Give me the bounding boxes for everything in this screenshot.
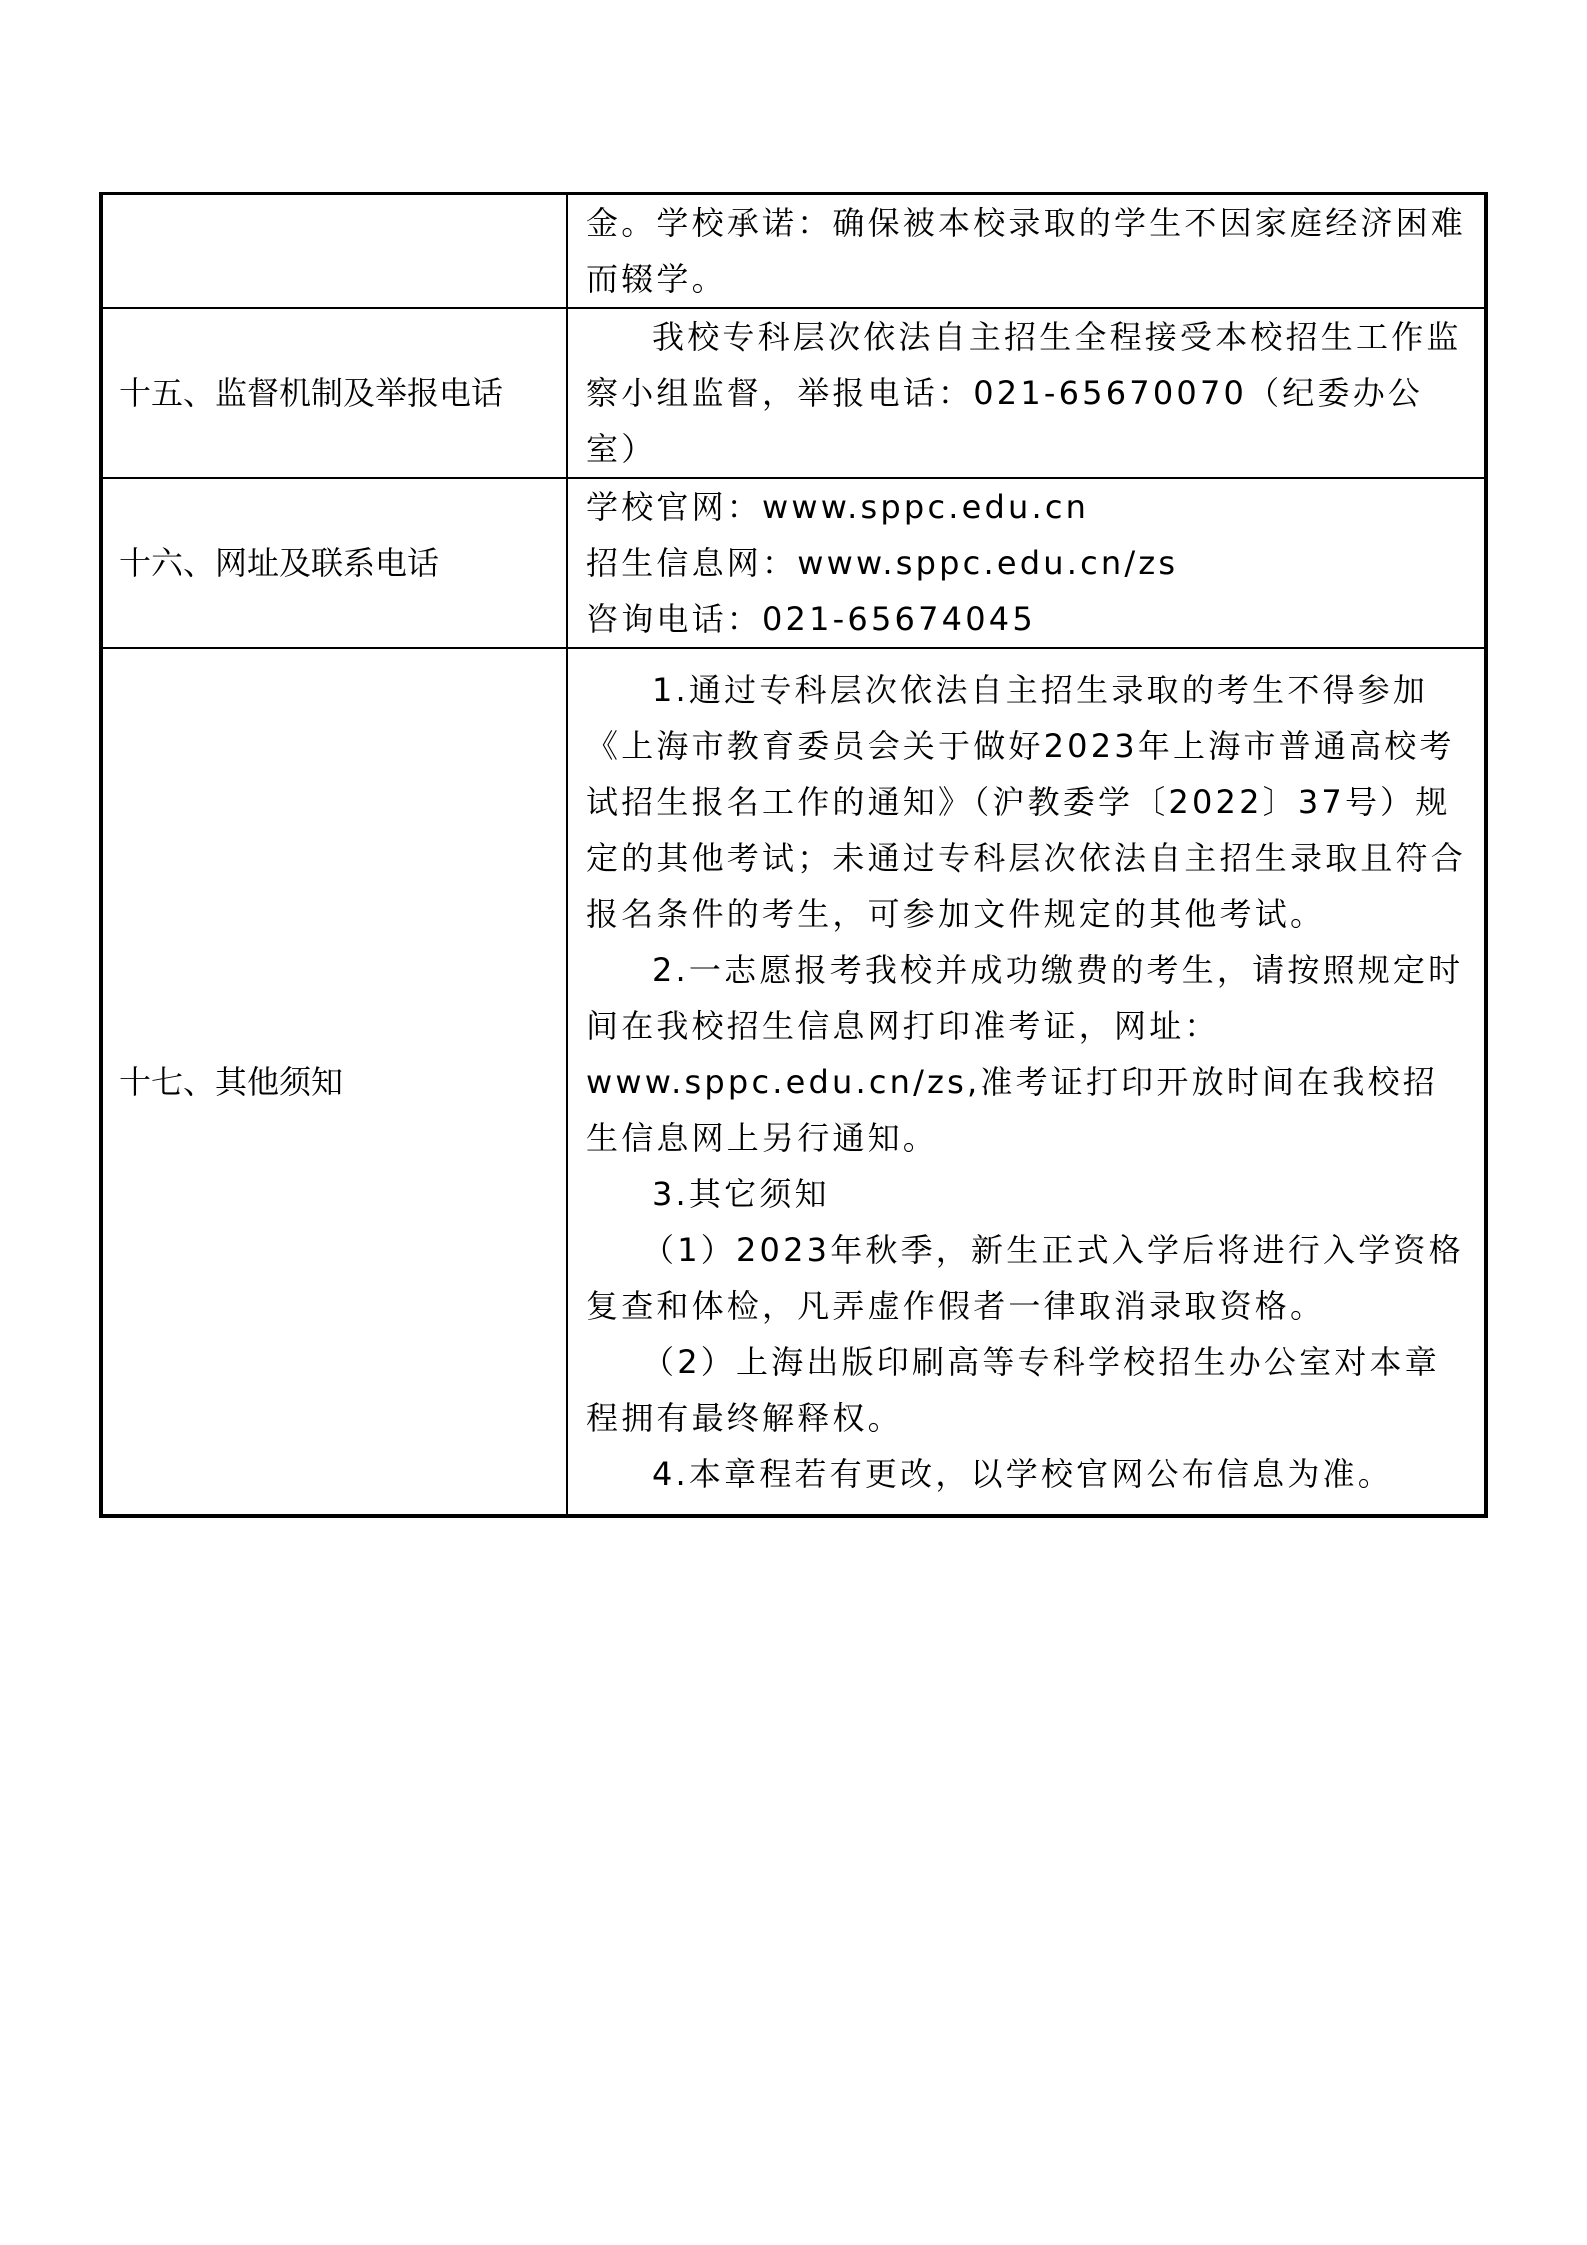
paragraph: 3.其它须知 bbox=[652, 1174, 830, 1213]
paragraph: 招生信息网：www.sppc.edu.cn/zs bbox=[586, 544, 1179, 582]
paragraph: 咨询电话：021-65674045 bbox=[586, 600, 1036, 638]
table-row bbox=[101, 478, 1486, 648]
paragraph: （1）2023年秋季，新生正式入学后将进行入学资格复查和体检，凡弄虚作假者一律取消录取资格。 bbox=[586, 1230, 1464, 1325]
table-row bbox=[101, 194, 1486, 309]
paragraph: 4.本章程若有更改，以学校官网公布信息为准。 bbox=[652, 1454, 1393, 1493]
row-label: 十六、网址及联系电话 bbox=[101, 478, 567, 648]
paragraph: 我校专科层次依法自主招生全程接受本校招生工作监察小组监督，举报电话：021-65670070（纪委办公室） bbox=[586, 318, 1462, 468]
row-label bbox=[101, 194, 567, 309]
row-content bbox=[567, 648, 1486, 1516]
paragraph: 学校官网：www.sppc.edu.cn bbox=[586, 488, 1090, 526]
row-content bbox=[567, 194, 1486, 309]
paragraph: 1.通过专科层次依法自主招生录取的考生不得参加《上海市教育委员会关于做好2023年上海市普通高校考试招生报名工作的通知》（沪教委学〔2022〕37号）规定的其他考试；未通过专科层次依法自主招生录取且符合报名条件的考生，可参加文件规定的其他考试。 bbox=[586, 670, 1467, 933]
paragraph: 金。学校承诺：确保被本校录取的学生不因家庭经济困难而辍学。 bbox=[586, 204, 1467, 298]
paragraph: （2）上海出版印刷高等专科学校招生办公室对本章程拥有最终解释权。 bbox=[586, 1342, 1440, 1437]
paragraph: 2.一志愿报考我校并成功缴费的考生，请按照规定时间在我校招生信息网打印准考证，网址：www.sppc.edu.cn/zs,准考证打印开放时间在我校招生信息网上另行通知。 bbox=[586, 950, 1464, 1157]
table-row bbox=[101, 308, 1486, 478]
regulations-table bbox=[99, 192, 1488, 1518]
row-label: 十七、其他须知 bbox=[101, 648, 567, 1516]
table-row bbox=[101, 648, 1486, 1516]
row-content bbox=[567, 308, 1486, 478]
row-content bbox=[567, 478, 1486, 648]
row-label: 十五、监督机制及举报电话 bbox=[101, 308, 567, 478]
